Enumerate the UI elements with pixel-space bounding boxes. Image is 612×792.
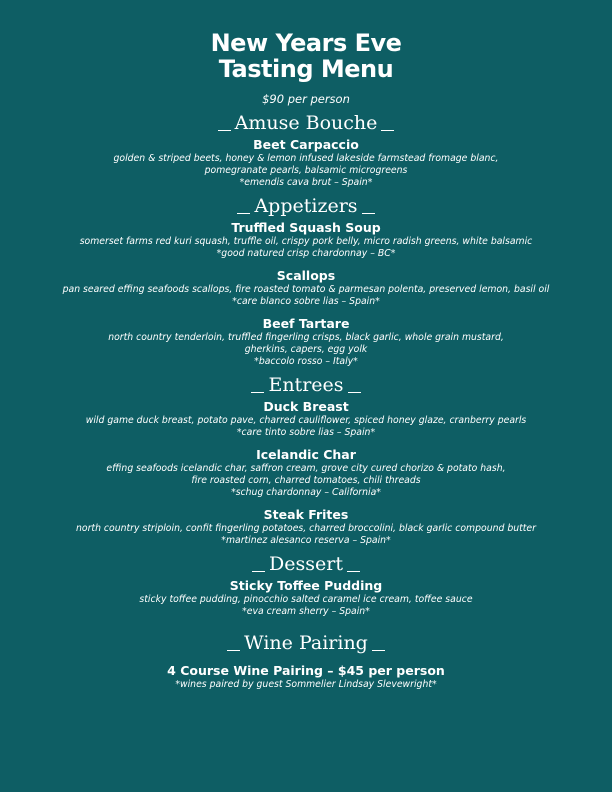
heading-rule-right — [372, 650, 385, 651]
menu-title-line-2: Tasting Menu — [218, 55, 394, 83]
heading-rule-left — [252, 571, 265, 572]
menu-item-wine: *care tinto sobre lias – Spain* — [236, 427, 376, 438]
menu-item — [0, 447, 612, 499]
menu-item-name: Beet Carpaccio — [253, 137, 359, 152]
menu-price: $90 per person — [262, 92, 350, 106]
menu-item-name: Steak Frites — [263, 507, 349, 522]
menu-item — [0, 220, 612, 260]
menu-sections — [0, 112, 612, 618]
menu-item-wine: *care blanco sobre lias – Spain* — [232, 296, 380, 307]
menu-item-description-line: pomegranate pearls, balsamic microgreens — [204, 165, 408, 176]
section-items-amuse-bouche — [0, 137, 612, 189]
menu-item-description — [0, 153, 612, 177]
section-items-appetizers — [0, 220, 612, 368]
section-heading-wine-pairing — [0, 632, 612, 654]
menu-item-description-line: north country striploin, confit fingerling potatoes, charred broccolini, black garlic compound butter — [76, 523, 536, 534]
menu-item-wine: *emendis cava brut – Spain* — [239, 177, 373, 188]
menu-item-description-line: golden & striped beets, honey & lemon infused lakeside farmstead fromage blanc, — [113, 153, 499, 164]
heading-rule-right — [348, 392, 361, 393]
section-heading-entrees — [0, 374, 612, 396]
heading-rule-left — [237, 213, 250, 214]
heading-rule-left — [218, 130, 231, 131]
section-heading-dessert — [0, 553, 612, 575]
wine-pairing-offer: 4 Course Wine Pairing – $45 per person — [167, 663, 445, 678]
menu-title — [0, 30, 612, 82]
menu-item-wine: *good natured crisp chardonnay – BC* — [216, 248, 396, 259]
section-items-dessert — [0, 578, 612, 618]
section-heading-appetizers — [0, 195, 612, 217]
section-title-entrees: Entrees — [268, 374, 344, 396]
section-items-entrees — [0, 399, 612, 547]
menu-item-name: Scallops — [276, 268, 336, 283]
menu-item — [0, 399, 612, 439]
menu-item-name: Icelandic Char — [256, 447, 356, 462]
menu-item-description-line: gherkins, capers, egg yolk — [244, 344, 368, 355]
menu-item-name: Beef Tartare — [262, 316, 350, 331]
menu-item-description-line: sticky toffee pudding, pinocchio salted caramel ice cream, toffee sauce — [139, 594, 473, 605]
menu-item-description — [0, 594, 612, 606]
menu-item-wine: *baccolo rosso – Italy* — [254, 356, 358, 367]
menu-item-description — [0, 523, 612, 535]
menu-item-description-line: wild game duck breast, potato pave, charred cauliflower, spiced honey glaze, cranberry pearls — [85, 415, 527, 426]
section-title-amuse-bouche: Amuse Bouche — [234, 112, 378, 134]
section-title-wine-pairing: Wine Pairing — [244, 632, 368, 654]
menu-item — [0, 578, 612, 618]
menu-item-description-line: fire roasted corn, charred tomatoes, chili threads — [191, 475, 421, 486]
menu-item-description — [0, 415, 612, 427]
menu-title-line-1: New Years Eve — [210, 29, 402, 57]
section-heading-amuse-bouche — [0, 112, 612, 134]
heading-rule-right — [381, 130, 394, 131]
section-title-dessert: Dessert — [269, 553, 343, 575]
heading-rule-right — [362, 213, 375, 214]
section-title-appetizers: Appetizers — [254, 195, 358, 217]
menu-item-wine: *eva cream sherry – Spain* — [242, 606, 370, 617]
menu-item-description — [0, 236, 612, 248]
menu-item-description-line: somerset farms red kuri squash, truffle oil, crispy pork belly, micro radish greens, white balsamic — [79, 236, 533, 247]
heading-rule-left — [227, 650, 240, 651]
menu-item-description-line: north country tenderloin, truffled fingerling crisps, black garlic, whole grain mustard, — [108, 332, 504, 343]
menu-item-description — [0, 332, 612, 356]
menu-item — [0, 137, 612, 189]
heading-rule-right — [347, 571, 360, 572]
menu-item-description-line: pan seared effing seafoods scallops, fire roasted tomato & parmesan polenta, preserved lemon, basil oil — [62, 284, 550, 295]
menu-item-description — [0, 463, 612, 487]
menu-item — [0, 507, 612, 547]
wine-pairing-note: *wines paired by guest Sommelier Lindsay Slevewright* — [175, 679, 437, 690]
menu-item — [0, 268, 612, 308]
menu-item-description — [0, 284, 612, 296]
menu-item-description-line: effing seafoods icelandic char, saffron cream, grove city cured chorizo & potato hash, — [106, 463, 506, 474]
menu-item-name: Truffled Squash Soup — [231, 220, 381, 235]
menu-item-name: Duck Breast — [263, 399, 349, 414]
menu-item-wine: *martinez alesanco reserva – Spain* — [221, 535, 391, 546]
menu-item-name: Sticky Toffee Pudding — [229, 578, 383, 593]
menu-item — [0, 316, 612, 368]
menu-item-wine: *schug chardonnay – California* — [231, 487, 381, 498]
heading-rule-left — [251, 392, 264, 393]
